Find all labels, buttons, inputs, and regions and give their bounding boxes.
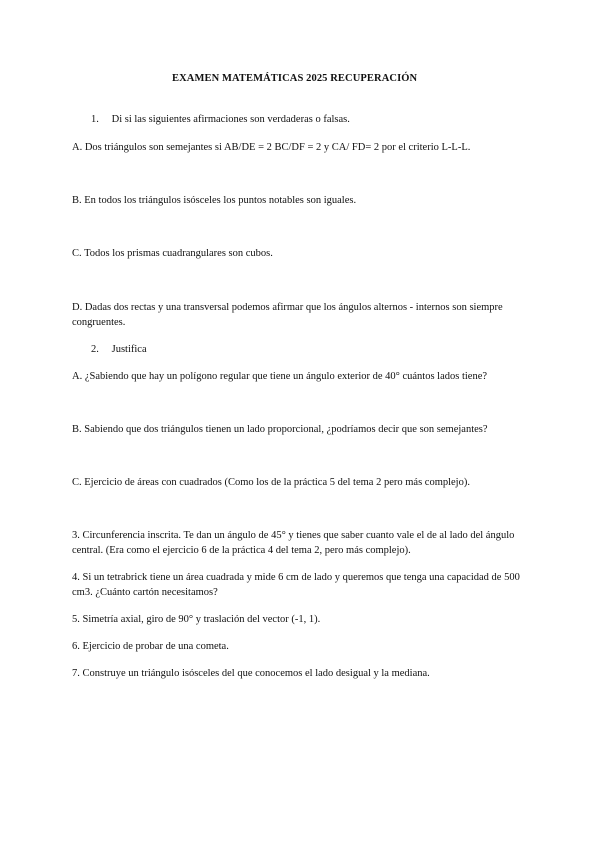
section-1-heading-text: Di si las siguientes afirmaciones son verdaderas o falsas. (111, 114, 350, 125)
statement-c: C. Todos los prismas cuadrangulares son cubos. (72, 248, 273, 259)
page-title: EXAMEN MATEMÁTICAS 2025 RECUPERACIÓN (172, 73, 418, 84)
statement-b: B. En todos los triángulos isósceles los puntos notables son iguales. (72, 195, 357, 206)
statement-a: A. Dos triángulos son semejantes si AB/DE = 2 BC/DF = 2 y CA/ FD= 2 por el criterio L-L-L. (72, 142, 471, 153)
section-1-heading (91, 112, 350, 127)
section-2-heading-text: Justifica (111, 344, 147, 355)
statement-d: D. Dadas dos rectas y una transversal podemos afirmar que los ángulos alternos - internos son siempre congruentes. (72, 302, 503, 328)
justify-a: A. ¿Sabiendo que hay un polígono regular que tiene un ángulo exterior de 40° cuántos lados tiene? (72, 371, 488, 382)
justify-b: B. Sabiendo que dos triángulos tienen un lado proporcional, ¿podríamos decir que son semejantes? (72, 424, 488, 435)
question-6: 6. Ejercicio de probar de una cometa. (72, 641, 229, 652)
question-4: 4. Si un tetrabrick tiene un área cuadrada y mide 6 cm de lado y queremos que tenga una capacidad de 500 cm3. ¿Cuánto cartón necesitamos? (72, 572, 520, 598)
section-1-number: 1. (91, 114, 99, 125)
section-2-heading (91, 342, 147, 357)
question-3: 3. Circunferencia inscrita. Te dan un ángulo de 45° y tienes que saber cuanto vale el de al lado del ángulo central. (Era como el ejercicio 6 de la práctica 4 del tema 2, pero más complejo). (72, 530, 515, 556)
section-2-number: 2. (91, 344, 99, 355)
justify-c: C. Ejercicio de áreas con cuadrados (Como los de la práctica 5 del tema 2 pero más complejo). (72, 477, 470, 488)
question-5: 5. Simetría axial, giro de 90° y traslación del vector (-1, 1). (72, 614, 321, 625)
question-7: 7. Construye un triángulo isósceles del que conocemos el lado desigual y la mediana. (72, 668, 430, 679)
